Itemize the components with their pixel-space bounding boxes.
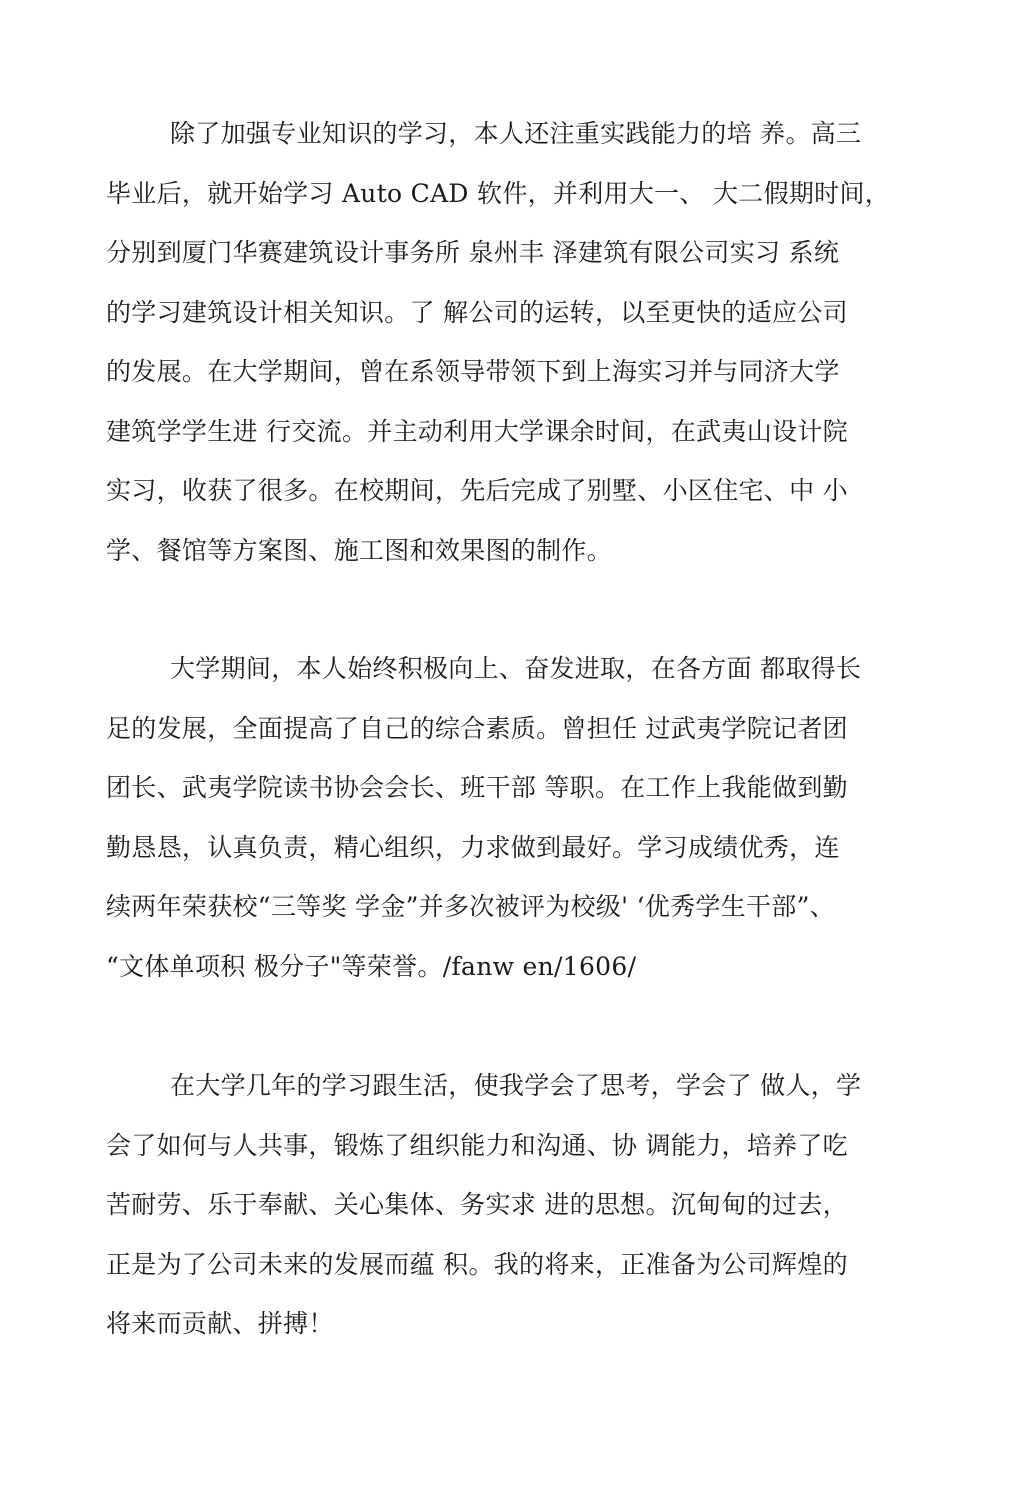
text-line: 将来而贡献、拼搏！ (106, 1309, 334, 1338)
text-line: 除了加强专业知识的学习，本人还注重实践能力的培 养。高三 (170, 119, 862, 148)
text-line: 分别到厦门华赛建筑设计事务所 泉州丰 泽建筑有限公司实习 系统 (106, 238, 840, 267)
text-line: 学、餐馆等方案图、施工图和效果图的制作。 (106, 535, 613, 565)
text-line: 苦耐劳、乐于奉献、关心集体、务实求 进的思想。沉甸甸的过去， (106, 1190, 848, 1219)
paragraph-practice (106, 104, 966, 580)
text-line: 的学习建筑设计相关知识。了 解公司的运转，以至更快的适应公司 (106, 297, 848, 327)
text-line: 的发展。在大学期间，曾在系领导带领下到上海实习并与同济大学 (106, 357, 840, 386)
paragraph-conclusion (106, 1056, 966, 1354)
text-line: 团长、武夷学院读书协会会长、班干部 等职。在工作上我能做到勤 (106, 773, 848, 802)
text-line: 正是为了公司未来的发展而蕴 积。我的将来，正准备为公司辉煌的 (106, 1249, 848, 1279)
text-line: 足的发展，全面提高了自己的综合素质。曾担任 过武夷学院记者团 (106, 713, 848, 743)
text-line: 大学期间，本人始终积极向上、奋发进取，在各方面 都取得长 (170, 654, 862, 683)
text-line: 建筑学学生进 行交流。并主动利用大学课余时间，在武夷山设计院 (106, 416, 848, 446)
text-line: 勤恳恳，认真负责，精心组织，力求做到最好。学习成绩优秀，连 (106, 832, 840, 862)
text-line: 毕业后，就开始学习 Auto CAD 软件，并利用大一、 大二假期时间， (106, 178, 891, 208)
text-line: 实习，收获了很多。在校期间，先后完成了别墅、小区住宅、中 小 (106, 476, 848, 505)
text-line: 续两年荣获校“三等奖 学金”并多次被评为校级' ‘优秀学生干部”、 (106, 892, 835, 921)
paragraph-activities (106, 639, 966, 996)
text-line: “文体单项积 极分子"等荣誉。/fanw en/1606/ (106, 951, 637, 981)
text-line: 会了如何与人共事，锻炼了组织能力和沟通、协 调能力，培养了吃 (106, 1130, 848, 1160)
text-line: 在大学几年的学习跟生活，使我学会了思考，学会了 做人，学 (170, 1071, 862, 1100)
